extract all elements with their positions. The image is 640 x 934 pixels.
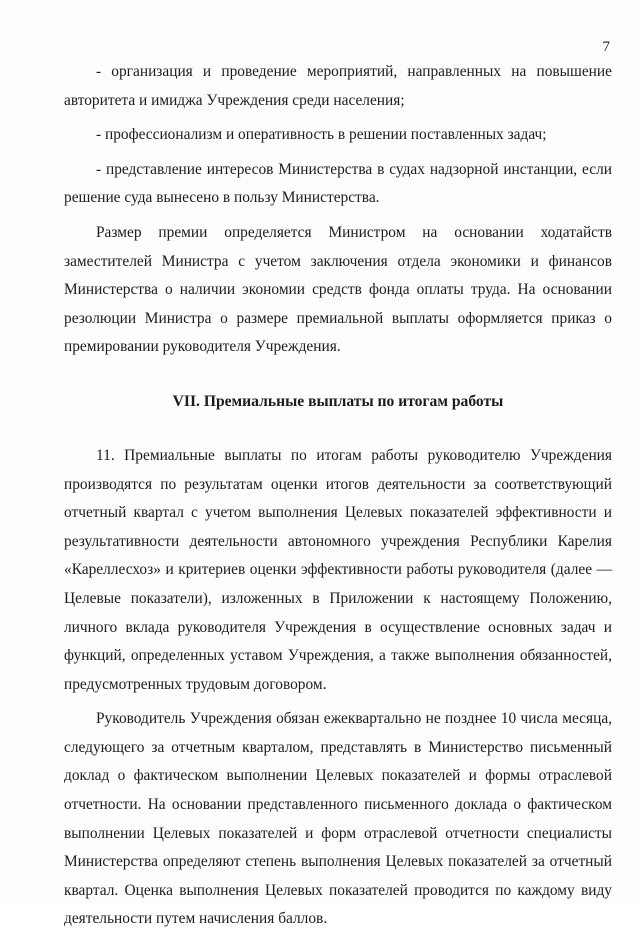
list-item-organization: - организация и проведение мероприятий, направленных на повышение авторитета и имиджа Учреждения среди населения; [64,63,612,109]
document-body [64,58,612,934]
paragraph-quarterly-report: Руководитель Учреждения обязан ежеквартально не позднее 10 числа месяца, следующего за отчетным кварталом, представлять в Министерство письменный доклад о фактическом выполнении Целевых показателей и формы отраслевой отчетности. На основании представленного письменного доклада о фактическом выполнении Целевых показателей и форм отраслевой отчетности специалисты Министерства определяют степень выполнения Целевых показателей за отчетный квартал. Оценка выполнения Целевых показателей проводится по каждому виду деятельности путем начисления баллов. [64,710,612,928]
page-number: 7 [602,39,610,55]
paragraph-item-11: 11. Премиальные выплаты по итогам работы руководителю Учреждения производятся по результатам оценки итогов деятельности за соответствующий отчетный квартал с учетом выполнения Целевых показателей эффективности и результативности деятельности автономного учреждения Республики Карелия «Кареллесхоз» и критериев оценки эффективности работы руководителя (далее — Целевые показатели), изложенных в Приложении к настоящему Положению, личного вклада руководителя Учреждения в осуществление основных задач и функций, определенных уставом Учреждения, а также выполнения обязанностей, предусмотренных трудовым договором. [64,446,612,693]
section-heading: VII. Премиальные выплаты по итогам работы [172,392,504,410]
list-item-professionalism: - профессионализм и оперативность в решении поставленных задач; [96,126,547,144]
list-item-representation: - представление интересов Министерства в судах надзорной инстанции, если решение суда вынесено в пользу Министерства. [64,160,612,207]
paragraph-bonus-size: Размер премии определяется Министром на основании ходатайств заместителей Министра с учетом заключения отдела экономики и финансов Министерства о наличии экономии средств фонда оплаты труда. На основании резолюции Министра о размере премиальной выплаты оформляется приказ о премировании руководителя Учреждения. [64,223,612,356]
